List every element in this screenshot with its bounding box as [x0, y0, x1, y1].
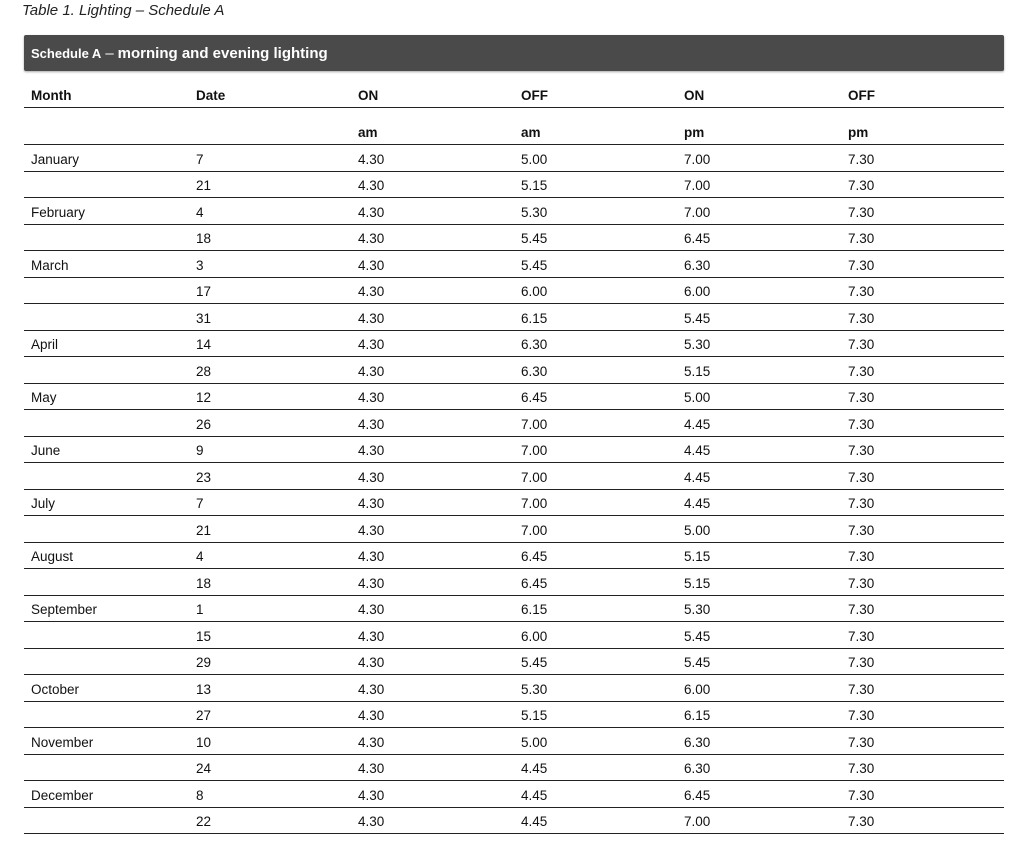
table-row [24, 702, 1004, 729]
cell-on-pm: 4.45 [684, 496, 711, 511]
cell-month: July [31, 496, 56, 511]
cell-date: 28 [196, 363, 212, 379]
table-row [24, 278, 1004, 305]
cell-off-pm: 7.30 [848, 337, 875, 352]
cell-off-pm: 7.30 [848, 390, 875, 405]
table-row [24, 437, 1004, 464]
cell-off-pm: 7.30 [848, 761, 875, 776]
cell-month: June [31, 443, 61, 458]
cell-date: 17 [196, 284, 212, 299]
cell-off-am: 6.30 [521, 337, 548, 352]
cell-on-am: 4.30 [358, 178, 385, 193]
cell-on-am: 4.30 [358, 681, 385, 697]
cell-off-am: 5.00 [521, 734, 548, 750]
cell-off-pm: 7.30 [848, 549, 875, 564]
schedule-banner [24, 35, 1004, 71]
cell-month: March [31, 257, 69, 273]
table-row [24, 596, 1004, 623]
header-row-periods [24, 108, 1004, 145]
cell-on-am: 4.30 [358, 522, 385, 538]
cell-off-pm: 7.30 [848, 178, 875, 193]
cell-off-am: 6.15 [521, 310, 548, 326]
cell-on-pm: 5.30 [684, 602, 711, 617]
cell-off-pm: 7.30 [848, 204, 875, 220]
cell-off-am: 4.45 [521, 787, 548, 803]
cell-date: 21 [196, 178, 212, 193]
header-off-pm: OFF [848, 88, 875, 103]
table-row [24, 410, 1004, 437]
cell-on-pm: 7.00 [684, 178, 711, 193]
cell-off-pm: 7.30 [848, 257, 875, 273]
cell-on-am: 4.30 [358, 575, 385, 591]
cell-off-am: 4.45 [521, 814, 548, 829]
cell-month: April [31, 337, 59, 352]
cell-off-pm: 7.30 [848, 787, 875, 803]
cell-on-am: 4.30 [358, 151, 385, 167]
cell-date: 3 [196, 257, 204, 273]
cell-on-pm: 6.00 [684, 681, 711, 697]
cell-month: September [31, 602, 98, 617]
header-period: pm [684, 125, 705, 140]
cell-off-pm: 7.30 [848, 522, 875, 538]
cell-on-am: 4.30 [358, 416, 385, 432]
cell-off-am: 6.45 [521, 575, 548, 591]
table-caption: Table 1. Lighting – Schedule A [22, 2, 225, 19]
cell-off-am: 5.15 [521, 178, 548, 193]
cell-date: 31 [196, 310, 212, 326]
cell-date: 14 [196, 337, 212, 352]
cell-on-am: 4.30 [358, 390, 385, 405]
cell-date: 23 [196, 469, 212, 485]
cell-month: November [31, 734, 94, 750]
lighting-schedule-table [24, 82, 1004, 834]
table-row [24, 675, 1004, 702]
cell-on-pm: 6.30 [684, 761, 711, 776]
cell-off-am: 5.30 [521, 681, 548, 697]
cell-date: 4 [196, 204, 204, 220]
cell-off-am: 7.00 [521, 443, 548, 458]
cell-on-pm: 6.45 [684, 231, 711, 246]
header-period: am [521, 125, 541, 140]
table-row [24, 728, 1004, 755]
cell-date: 15 [196, 628, 212, 644]
header-period: pm [848, 125, 869, 140]
cell-on-am: 4.30 [358, 602, 385, 617]
cell-off-pm: 7.30 [848, 655, 875, 670]
cell-off-pm: 7.30 [848, 496, 875, 511]
header-on-pm: ON [684, 88, 705, 103]
cell-on-am: 4.30 [358, 549, 385, 564]
cell-date: 8 [196, 787, 204, 803]
cell-on-am: 4.30 [358, 655, 385, 670]
cell-off-pm: 7.30 [848, 469, 875, 485]
cell-off-am: 7.00 [521, 416, 548, 432]
cell-on-pm: 7.00 [684, 814, 711, 829]
cell-date: 22 [196, 814, 212, 829]
cell-month: May [31, 390, 57, 405]
table-row [24, 569, 1004, 596]
table-row [24, 543, 1004, 570]
cell-month: August [31, 549, 74, 564]
cell-date: 13 [196, 681, 212, 697]
cell-on-pm: 6.15 [684, 708, 711, 723]
header-off-am: OFF [521, 88, 548, 103]
cell-off-am: 6.45 [521, 549, 548, 564]
cell-date: 18 [196, 231, 212, 246]
cell-on-pm: 7.00 [684, 151, 711, 167]
cell-off-pm: 7.30 [848, 575, 875, 591]
cell-off-pm: 7.30 [848, 416, 875, 432]
cell-on-am: 4.30 [358, 443, 385, 458]
header-date: Date [196, 88, 226, 103]
cell-off-pm: 7.30 [848, 681, 875, 697]
cell-off-pm: 7.30 [848, 628, 875, 644]
cell-date: 29 [196, 655, 212, 670]
table-row [24, 463, 1004, 490]
cell-date: 7 [196, 151, 204, 167]
cell-date: 27 [196, 708, 212, 723]
table-row [24, 198, 1004, 225]
cell-off-am: 6.45 [521, 390, 548, 405]
cell-on-pm: 4.45 [684, 416, 711, 432]
table-row [24, 490, 1004, 517]
table-row [24, 649, 1004, 676]
cell-off-am: 7.00 [521, 496, 548, 511]
cell-on-pm: 5.15 [684, 549, 711, 564]
cell-on-pm: 5.45 [684, 655, 711, 670]
table-row [24, 331, 1004, 358]
cell-on-pm: 5.15 [684, 363, 711, 379]
header-on-am: ON [358, 88, 379, 103]
cell-off-pm: 7.30 [848, 231, 875, 246]
cell-on-pm: 6.30 [684, 257, 711, 273]
cell-on-am: 4.30 [358, 708, 385, 723]
banner-dash: – [105, 44, 114, 62]
cell-date: 7 [196, 496, 204, 511]
cell-on-am: 4.30 [358, 787, 385, 803]
cell-off-am: 6.00 [521, 284, 548, 299]
cell-off-am: 6.30 [521, 363, 548, 379]
cell-off-pm: 7.30 [848, 310, 875, 326]
cell-on-am: 4.30 [358, 231, 385, 246]
cell-month: December [31, 787, 94, 803]
cell-off-am: 5.45 [521, 231, 548, 246]
cell-off-am: 5.45 [521, 257, 548, 273]
cell-on-am: 4.30 [358, 469, 385, 485]
cell-off-pm: 7.30 [848, 363, 875, 379]
cell-off-pm: 7.30 [848, 814, 875, 829]
table-row [24, 304, 1004, 331]
cell-on-am: 4.30 [358, 337, 385, 352]
table-row [24, 755, 1004, 782]
cell-off-pm: 7.30 [848, 734, 875, 750]
cell-on-pm: 6.00 [684, 284, 711, 299]
cell-month: October [31, 681, 80, 697]
table-body [24, 145, 1004, 834]
cell-off-am: 5.15 [521, 708, 548, 723]
table-row [24, 145, 1004, 172]
cell-off-am: 7.00 [521, 469, 548, 485]
cell-off-pm: 7.30 [848, 602, 875, 617]
cell-on-am: 4.30 [358, 734, 385, 750]
cell-date: 24 [196, 761, 212, 776]
cell-on-pm: 5.45 [684, 310, 711, 326]
cell-date: 10 [196, 734, 212, 750]
cell-on-pm: 7.00 [684, 204, 711, 220]
cell-on-pm: 4.45 [684, 469, 711, 485]
cell-on-am: 4.30 [358, 257, 385, 273]
cell-off-am: 5.30 [521, 204, 548, 220]
cell-on-am: 4.30 [358, 496, 385, 511]
table-row [24, 251, 1004, 278]
cell-on-pm: 4.45 [684, 443, 711, 458]
cell-off-pm: 7.30 [848, 151, 875, 167]
table-row [24, 384, 1004, 411]
table-row [24, 781, 1004, 808]
cell-on-am: 4.30 [358, 363, 385, 379]
cell-on-pm: 5.00 [684, 522, 711, 538]
cell-off-am: 6.00 [521, 628, 548, 644]
cell-on-am: 4.30 [358, 761, 385, 776]
cell-on-am: 4.30 [358, 284, 385, 299]
cell-on-pm: 5.30 [684, 337, 711, 352]
cell-month: January [31, 151, 80, 167]
cell-on-pm: 5.45 [684, 628, 711, 644]
cell-on-am: 4.30 [358, 204, 385, 220]
cell-date: 9 [196, 443, 204, 458]
cell-month: February [31, 204, 86, 220]
cell-off-pm: 7.30 [848, 284, 875, 299]
header-month: Month [31, 88, 72, 103]
cell-on-pm: 6.30 [684, 734, 711, 750]
table-row [24, 357, 1004, 384]
table-row [24, 516, 1004, 543]
header-period: am [358, 125, 378, 140]
cell-on-am: 4.30 [358, 628, 385, 644]
table-row [24, 622, 1004, 649]
cell-off-am: 4.45 [521, 761, 548, 776]
cell-date: 4 [196, 549, 204, 564]
table-row [24, 172, 1004, 199]
cell-off-am: 6.15 [521, 602, 548, 617]
cell-off-pm: 7.30 [848, 708, 875, 723]
cell-off-am: 5.00 [521, 151, 548, 167]
cell-off-am: 7.00 [521, 522, 548, 538]
cell-on-pm: 5.00 [684, 390, 711, 405]
cell-date: 21 [196, 522, 212, 538]
cell-off-pm: 7.30 [848, 443, 875, 458]
cell-date: 26 [196, 416, 212, 432]
cell-off-am: 5.45 [521, 655, 548, 670]
cell-date: 12 [196, 390, 212, 405]
cell-on-am: 4.30 [358, 814, 385, 829]
header-row-labels [24, 82, 1004, 108]
cell-date: 18 [196, 575, 212, 591]
cell-on-pm: 5.15 [684, 575, 711, 591]
banner-prefix: Schedule A [31, 45, 102, 61]
cell-on-pm: 6.45 [684, 787, 711, 803]
banner-title: morning and evening lighting [117, 44, 328, 62]
cell-on-am: 4.30 [358, 310, 385, 326]
table-row [24, 225, 1004, 252]
cell-date: 1 [196, 602, 204, 617]
table-row [24, 808, 1004, 835]
